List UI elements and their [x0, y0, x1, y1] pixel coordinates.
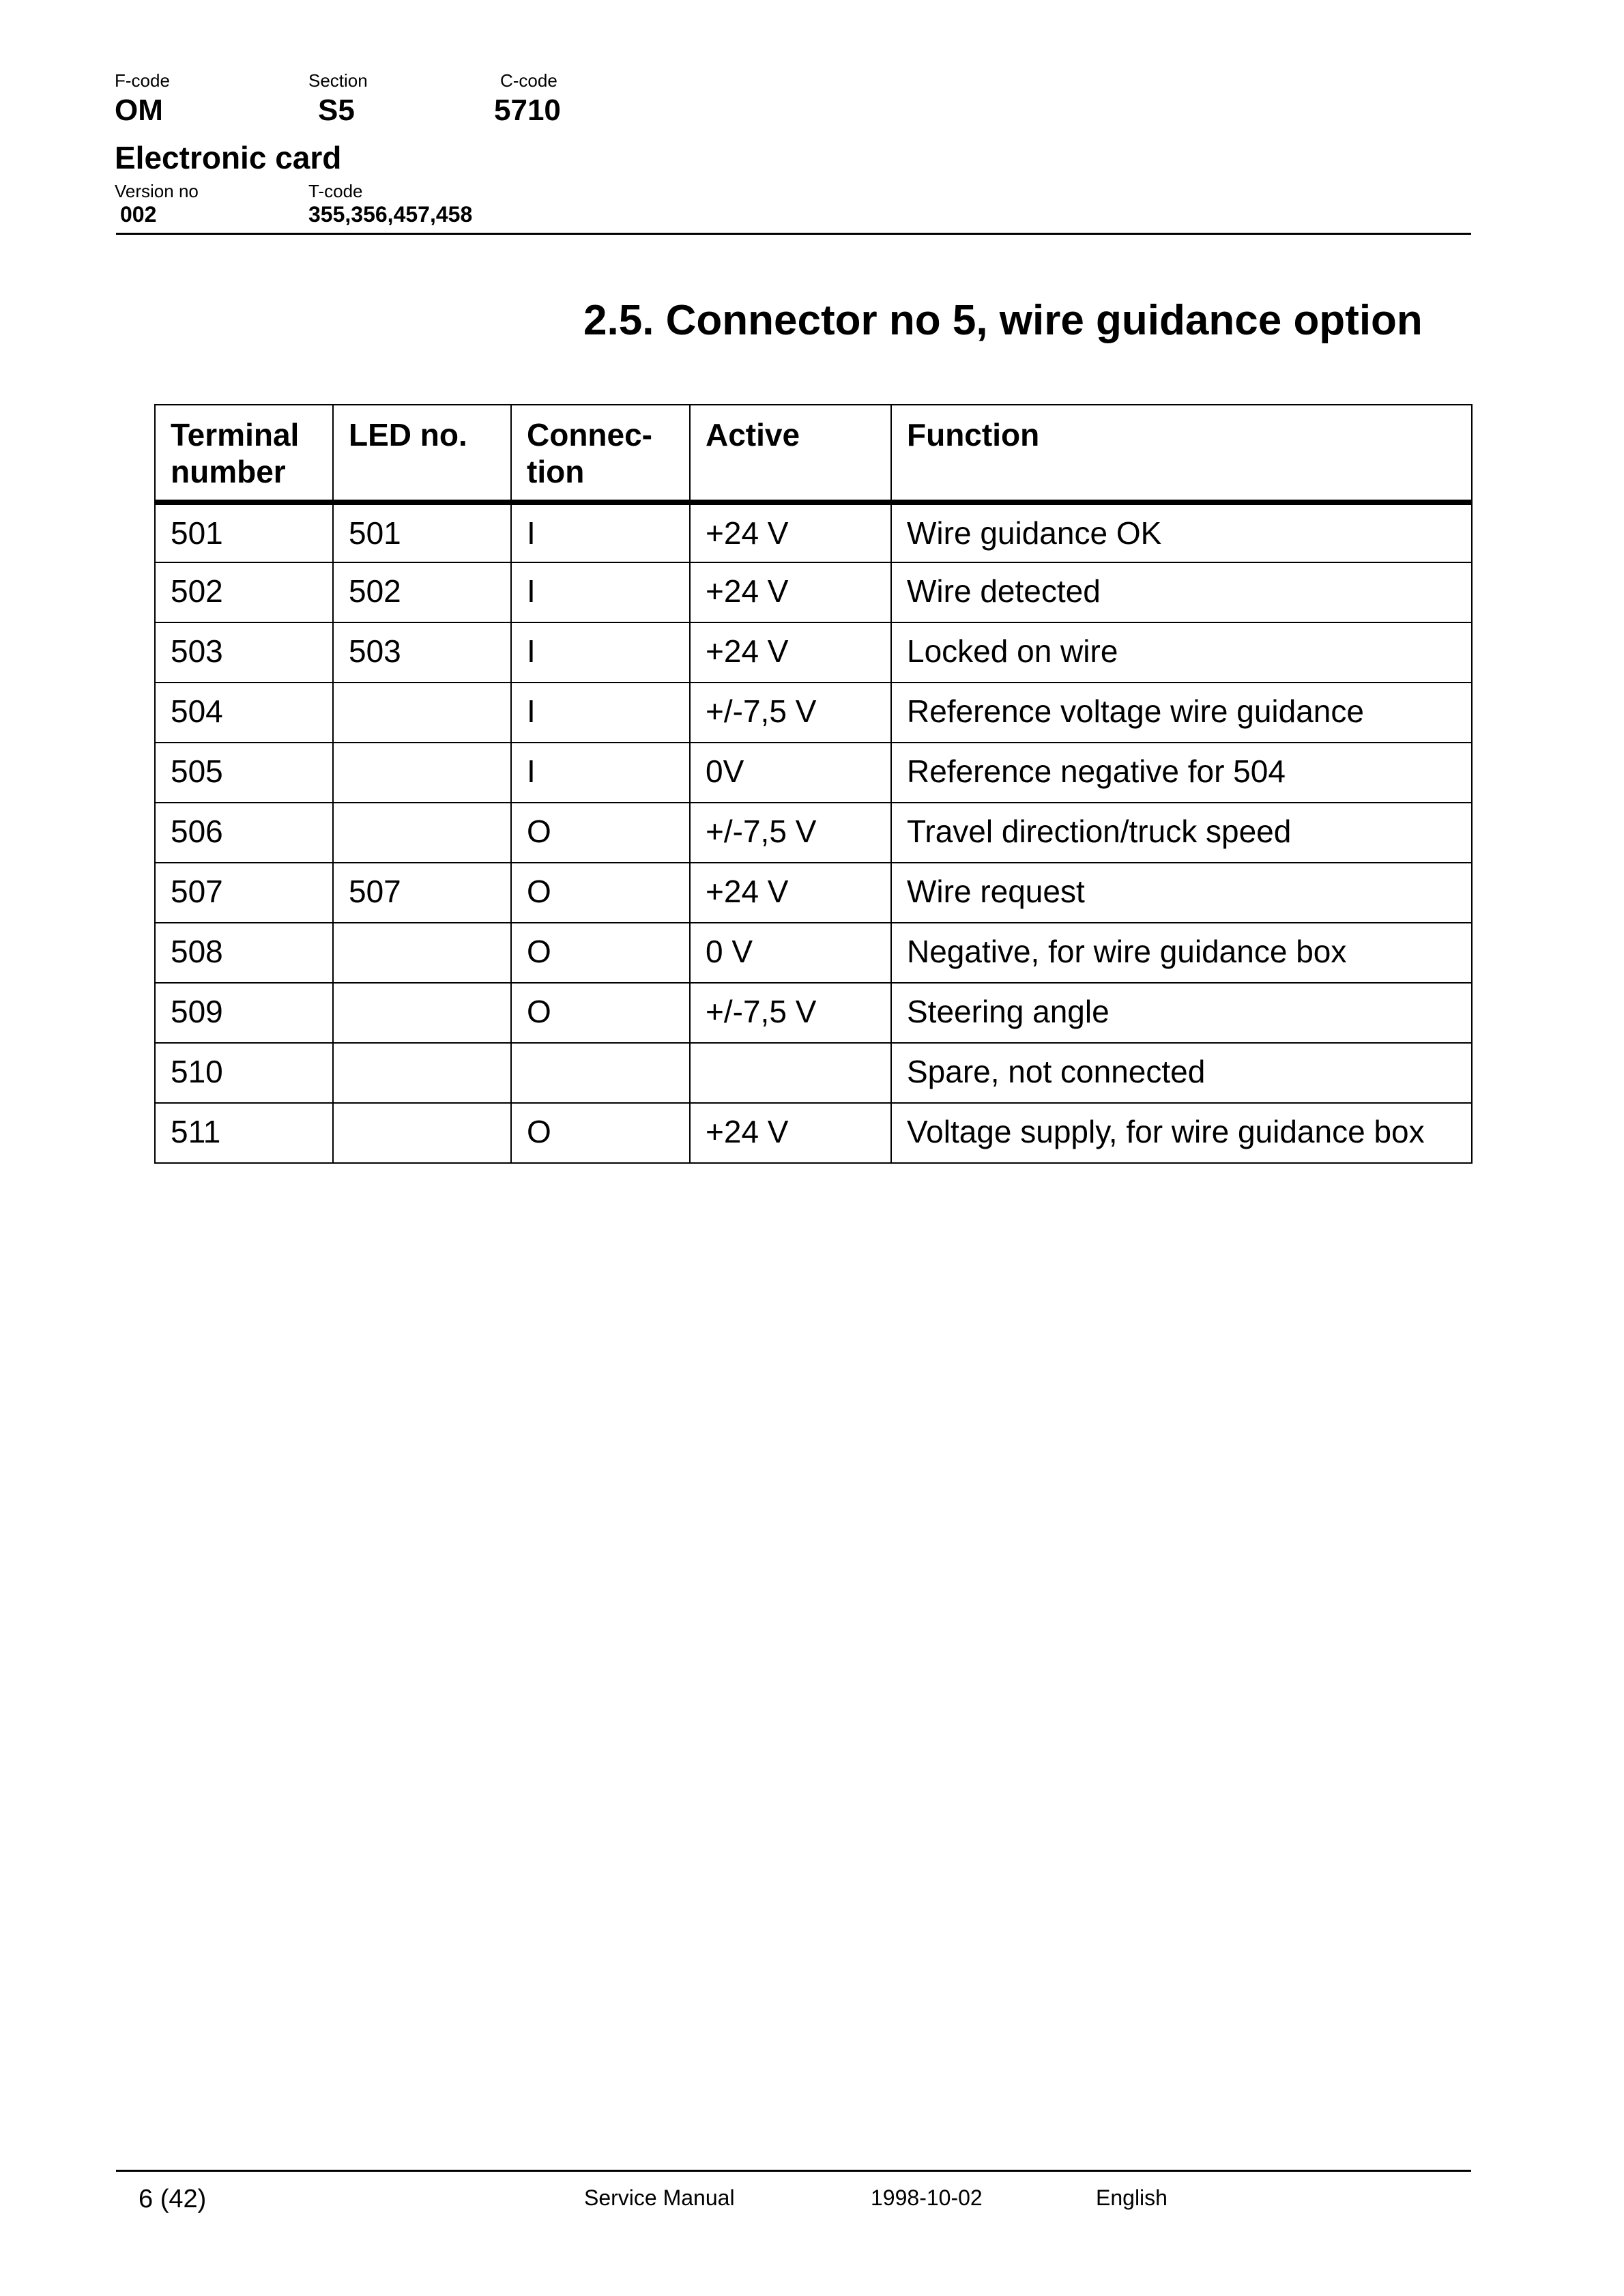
connection-cell: O: [511, 923, 690, 983]
connection-cell: O: [511, 863, 690, 923]
table-row: [155, 562, 1472, 622]
function-cell: Travel direction/truck speed: [891, 803, 1472, 863]
section-title: 2.5. Connector no 5, wire guidance option: [583, 297, 1423, 344]
table-row: [155, 1103, 1472, 1163]
led-cell: 501: [333, 502, 511, 562]
version-label: Version no: [115, 181, 199, 201]
led-cell: [333, 1103, 511, 1163]
function-cell: Reference voltage wire guidance: [891, 683, 1472, 743]
function-cell: Reference negative for 504: [891, 743, 1472, 803]
terminal-cell: 510: [155, 1043, 333, 1103]
column-header-terminal: Terminal number: [155, 405, 333, 502]
connection-cell: [511, 1043, 690, 1103]
led-cell: 507: [333, 863, 511, 923]
function-cell: Steering angle: [891, 983, 1472, 1043]
table-row: [155, 683, 1472, 743]
active-cell: 0 V: [690, 923, 891, 983]
fcode-label: F-code: [115, 70, 170, 91]
table-row: [155, 1043, 1472, 1103]
section-label: Section: [308, 70, 368, 91]
led-cell: 502: [333, 562, 511, 622]
terminal-cell: 507: [155, 863, 333, 923]
tcode-label: T-code: [308, 181, 363, 201]
led-cell: 503: [333, 622, 511, 683]
connection-cell: I: [511, 562, 690, 622]
function-cell: Wire detected: [891, 562, 1472, 622]
terminal-cell: 503: [155, 622, 333, 683]
led-cell: [333, 983, 511, 1043]
terminal-cell: 511: [155, 1103, 333, 1163]
function-cell: Locked on wire: [891, 622, 1472, 683]
document-type: Service Manual: [584, 2185, 735, 2210]
page-number: 6 (42): [139, 2185, 207, 2213]
column-header-function: Function: [891, 405, 1472, 502]
fcode-value: OM: [115, 94, 163, 127]
led-cell: [333, 803, 511, 863]
active-cell: +24 V: [690, 1103, 891, 1163]
footer-divider: [116, 2170, 1471, 2172]
connector-table: [154, 404, 1473, 1164]
ccode-label: C-code: [500, 70, 557, 91]
header-divider: [116, 233, 1471, 235]
function-cell: Spare, not connected: [891, 1043, 1472, 1103]
tcode-value: 355,356,457,458: [308, 202, 473, 227]
function-cell: Voltage supply, for wire guidance box: [891, 1103, 1472, 1163]
terminal-cell: 508: [155, 923, 333, 983]
table-row: [155, 622, 1472, 683]
version-value: 002: [120, 202, 157, 227]
connection-cell: I: [511, 502, 690, 562]
connection-cell: I: [511, 743, 690, 803]
terminal-cell: 504: [155, 683, 333, 743]
connection-cell: I: [511, 683, 690, 743]
active-cell: [690, 1043, 891, 1103]
active-cell: 0V: [690, 743, 891, 803]
led-cell: [333, 923, 511, 983]
column-header-active: Active: [690, 405, 891, 502]
active-cell: +24 V: [690, 622, 891, 683]
connection-cell: O: [511, 983, 690, 1043]
active-cell: +/-7,5 V: [690, 683, 891, 743]
table-header-row: [155, 405, 1472, 502]
terminal-cell: 502: [155, 562, 333, 622]
terminal-cell: 506: [155, 803, 333, 863]
document-language: English: [1096, 2185, 1168, 2210]
terminal-cell: 509: [155, 983, 333, 1043]
terminal-cell: 505: [155, 743, 333, 803]
led-cell: [333, 743, 511, 803]
led-cell: [333, 1043, 511, 1103]
table-row: [155, 502, 1472, 562]
active-cell: +24 V: [690, 863, 891, 923]
connection-cell: O: [511, 803, 690, 863]
active-cell: +/-7,5 V: [690, 803, 891, 863]
document-date: 1998-10-02: [871, 2185, 983, 2210]
document-subject: Electronic card: [115, 140, 342, 175]
table-row: [155, 863, 1472, 923]
connection-cell: O: [511, 1103, 690, 1163]
active-cell: +/-7,5 V: [690, 983, 891, 1043]
function-cell: Wire request: [891, 863, 1472, 923]
function-cell: Negative, for wire guidance box: [891, 923, 1472, 983]
table-row: [155, 803, 1472, 863]
ccode-value: 5710: [494, 94, 561, 127]
active-cell: +24 V: [690, 562, 891, 622]
column-header-connection: Connec- tion: [511, 405, 690, 502]
function-cell: Wire guidance OK: [891, 502, 1472, 562]
section-value: S5: [318, 94, 355, 127]
table-row: [155, 923, 1472, 983]
led-cell: [333, 683, 511, 743]
terminal-cell: 501: [155, 502, 333, 562]
connection-cell: I: [511, 622, 690, 683]
column-header-led: LED no.: [333, 405, 511, 502]
active-cell: +24 V: [690, 502, 891, 562]
table-row: [155, 983, 1472, 1043]
table-row: [155, 743, 1472, 803]
